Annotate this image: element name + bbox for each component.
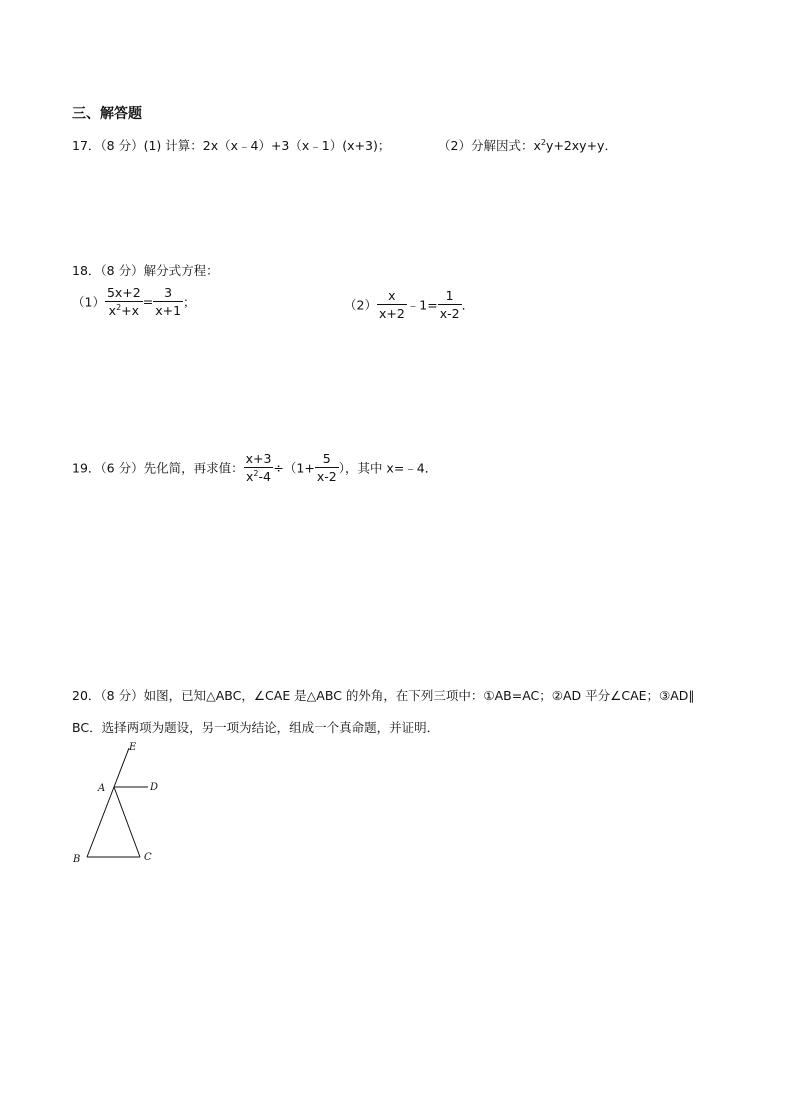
label-a: A [98, 783, 106, 794]
label-d: D [150, 782, 159, 793]
q17-part1: 17．（8 分）(1) 计算：2x（x﹣4）+3（x﹣1）(x+3)； [72, 138, 391, 153]
fraction: $\frac{x+3}{x^2-4}$ [245, 451, 272, 484]
label-c: C [144, 852, 152, 863]
triangle-figure [66, 740, 176, 870]
label-e: E [129, 742, 137, 753]
fraction: $\frac{5}{x-2}$ [316, 451, 337, 484]
label-b: B [73, 854, 81, 865]
question-18-part1: （1） $\frac{5x+2}{x^2+x}$ = $\frac{3}{x+1}$ ； [72, 285, 196, 318]
line-a-e [114, 748, 129, 787]
side-ac [114, 787, 140, 857]
fraction: $\frac{x}{x+2}$ [378, 288, 405, 321]
question-19: 19．（6 分）先化简，再求值： $\frac{x+3}{x^2-4}$ ÷（1+ $\frac{5}{x-2}$ ），其中 x=﹣4． [72, 451, 438, 484]
question-20-line2: BC．选择两项为题设，另一项为结论，组成一个真命题，并证明． [72, 720, 440, 735]
question-17 [72, 136, 390, 154]
question-18-part2: （2） $\frac{x}{x+2}$ ﹣1= $\frac{1}{x-2}$ ． [344, 288, 475, 321]
side-ab [87, 787, 114, 857]
fraction: $\frac{3}{x+1}$ [155, 285, 182, 318]
fraction: $\frac{5x+2}{x^2+x}$ [106, 285, 141, 318]
question-17-part2: （2）分解因式：$x^2y+2xy+y$． [438, 138, 617, 153]
question-18-stem: 18．（8 分）解分式方程： [72, 263, 219, 278]
fraction: $\frac{1}{x-2}$ [439, 288, 460, 321]
section-title: 三、解答题 [72, 106, 142, 122]
question-20-line1: 20．（8 分）如图，已知△ABC，∠CAE 是△ABC 的外角，在下列三项中：①AB=AC；②AD 平分∠CAE；③AD∥ [72, 688, 695, 703]
